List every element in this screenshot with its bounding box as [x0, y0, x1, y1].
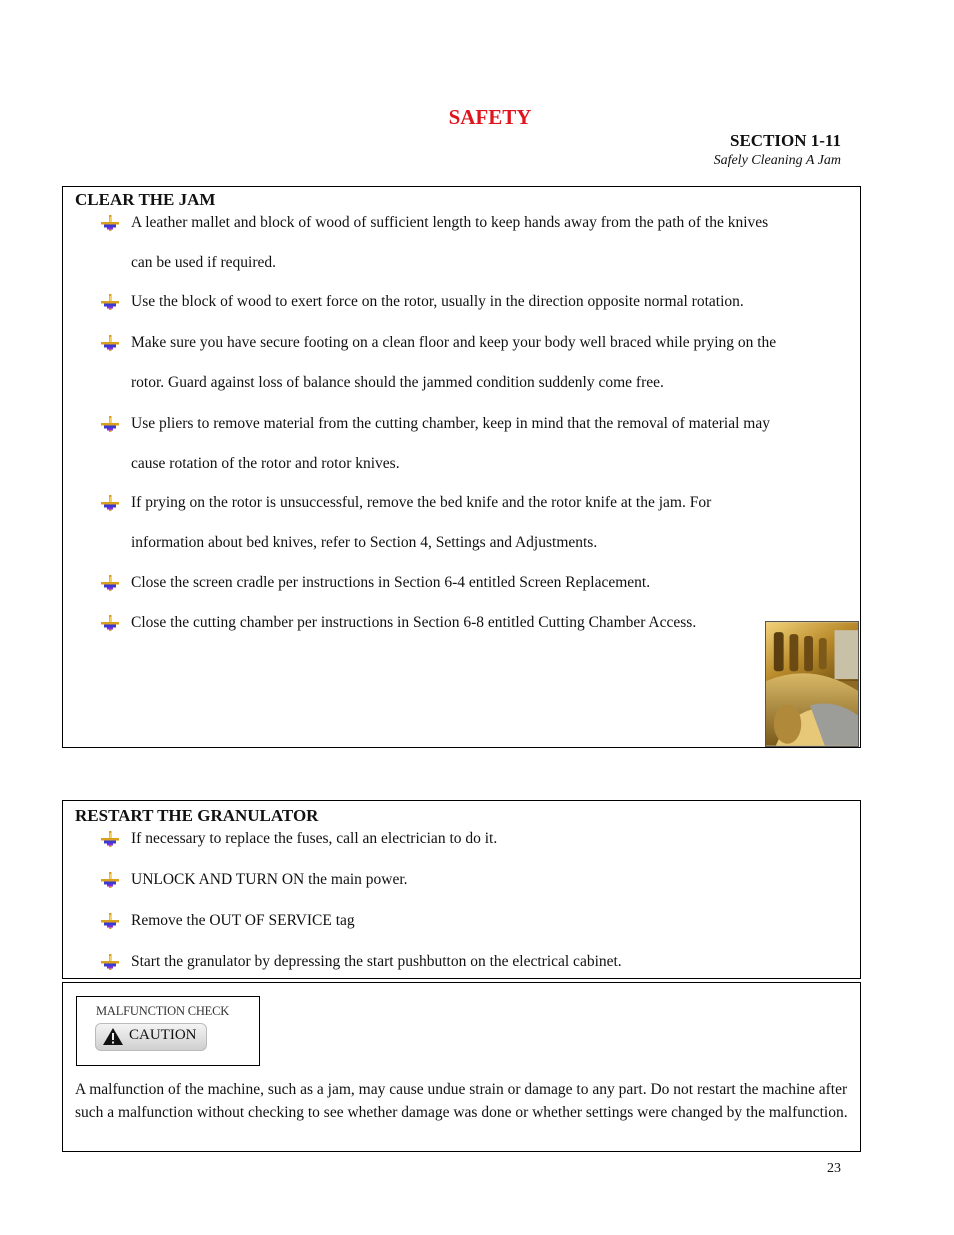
section-number: SECTION 1-11: [730, 131, 841, 150]
list-item: Make sure you have secure footing on a clean floor and keep your body well braced while prying on the rotor. Guard against loss of balance should the jammed condition suddenly come free.: [101, 323, 851, 403]
caution-sign: [76, 996, 260, 1066]
clear-jam-heading: CLEAR THE JAM: [75, 190, 216, 209]
pushpin-bullet-icon: [101, 615, 119, 631]
list-item: Close the screen cradle per instructions in Section 6-4 entitled Screen Replacement.: [101, 563, 851, 603]
list-item: A leather mallet and block of wood of sufficient length to keep hands away from the path of the knives can be used if required.: [101, 203, 851, 283]
cutting-chamber-photo: [765, 621, 859, 747]
page-number: 23: [827, 1161, 841, 1176]
pushpin-bullet-icon: [101, 954, 119, 970]
pushpin-bullet-icon: [101, 416, 119, 432]
caution-badge: [95, 1023, 207, 1051]
malfunction-box: [62, 982, 861, 1152]
sign-title: MALFUNCTION CHECK: [96, 1004, 230, 1018]
list-item: Use the block of wood to exert force on the rotor, usually in the direction opposite normal rotation.: [101, 282, 851, 322]
pushpin-bullet-icon: [101, 575, 119, 591]
list-item: UNLOCK AND TURN ON the main power.: [101, 860, 851, 900]
pushpin-bullet-icon: [101, 831, 119, 847]
page-title: SAFETY: [448, 105, 532, 129]
section-subtitle: Safely Cleaning A Jam: [713, 153, 841, 168]
restart-heading: RESTART THE GRANULATOR: [75, 806, 319, 825]
pushpin-bullet-icon: [101, 294, 119, 310]
pushpin-bullet-icon: [101, 495, 119, 511]
caution-label: CAUTION: [129, 1027, 197, 1043]
list-item: Start the granulator by depressing the start pushbutton on the electrical cabinet.: [101, 942, 851, 982]
clear-jam-box: [62, 186, 861, 748]
restart-box: [62, 800, 861, 979]
list-item: Use pliers to remove material from the cutting chamber, keep in mind that the removal of material may cause rotation of the rotor and rotor knives.: [101, 404, 851, 484]
list-item: Close the cutting chamber per instructions in Section 6-8 entitled Cutting Chamber Access.: [101, 603, 851, 643]
pushpin-bullet-icon: [101, 913, 119, 929]
warning-triangle-icon: [102, 1027, 124, 1046]
malfunction-text: A malfunction of the machine, such as a jam, may cause undue strain or damage to any part. Do not restart the machine after such a malfunction without checking to see whether damage was done or whether settings were changed by the malfunction.: [75, 1081, 848, 1121]
pushpin-bullet-icon: [101, 872, 119, 888]
list-item: If necessary to replace the fuses, call an electrician to do it.: [101, 819, 851, 859]
list-item: Remove the OUT OF SERVICE tag: [101, 901, 851, 941]
list-item: If prying on the rotor is unsuccessful, remove the bed knife and the rotor knife at the jam. For information about bed knives, refer to Section 4, Settings and Adjustments.: [101, 483, 851, 563]
pushpin-bullet-icon: [101, 215, 119, 231]
pushpin-bullet-icon: [101, 335, 119, 351]
